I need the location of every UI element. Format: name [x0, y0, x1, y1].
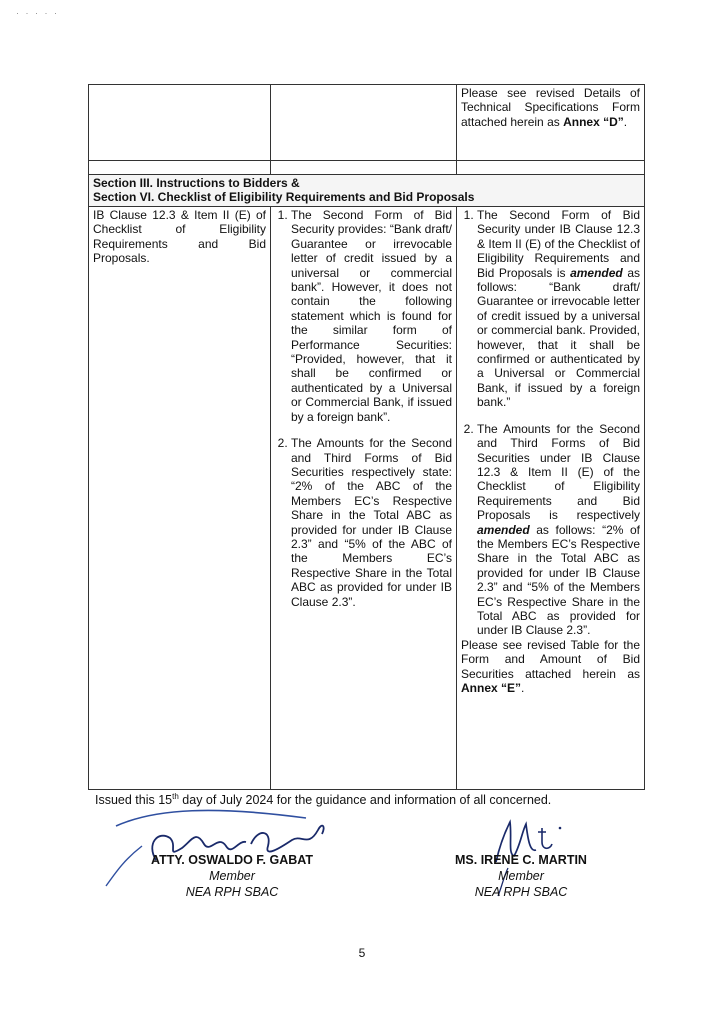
scan-marks: · · · · · [16, 8, 59, 18]
signatory-block: ATTY. OSWALDO F. GABAT Member NEA RPH SBAC [150, 853, 314, 899]
signatory-block: MS. IRENE C. MARTIN Member NEA RPH SBAC [455, 853, 587, 899]
section-heading-row [89, 175, 645, 207]
existing-provision-cell [271, 207, 457, 790]
section-heading: Section III. Instructions to Bidders & Section VI. Checklist of Eligibility Requirements and Bid Proposals [89, 175, 645, 207]
list-item: 1. The Second Form of Bid Security under IB Clause 12.3 & Item II (E) of the Checklist of Eligibility Requirements and Bid Proposals is amended as follows: “Bank draft/ Guarantee or irrevocable letter of credit issued by a universal or commercial bank. Provided, however, that it shall be confirmed or authenticated by a Universal or Commercial Bank, if issued by a foreign bank.” [477, 208, 640, 410]
table-row [89, 207, 645, 790]
annex-d-note: Please see revised Details of Technical Specifications Form attached herein as Annex “D”. [457, 85, 645, 161]
list-item: 1. The Second Form of Bid Security provides: “Bank draft/ Guarantee or irrevocable letter of credit issued by a universal or commercial bank”. However, it does not contain the following statement which is found for the similar form of Performance Securities: “Provided, however, that it shall be confirmed or authenticated by a Universal or Commercial Bank, if issued by a foreign bank”. [291, 208, 452, 424]
issuance-statement: Issued this 15th day of July 2024 for the guidance and information of all concerned. [95, 792, 552, 808]
page-number: 5 [358, 946, 366, 960]
amendment-cell [457, 207, 645, 790]
reference-cell: IB Clause 12.3 & Item II (E) of Checklist of Eligibility Requirements and Bid Proposals. [89, 207, 271, 790]
table-cell-empty [89, 85, 271, 161]
list-item: 2. The Amounts for the Second and Third Forms of Bid Securities respectively state: “2% of the ABC of the Members EC’s Respective Share in the Total ABC as provided for under IB Clause 2.3” and “5% of the ABC of the Members EC’s Respective Share in the Total ABC as provided for under IB Clause 2.3”. [291, 436, 452, 609]
annex-e-note: Please see revised Table for the Form and Amount of Bid Securities attached herein as Annex “E”. [461, 637, 640, 695]
table-row [89, 85, 645, 161]
table-row [89, 161, 645, 175]
table-cell-empty [271, 85, 457, 161]
bid-bulletin-table [88, 84, 645, 790]
list-item: 2. The Amounts for the Second and Third Forms of Bid Securities under IB Clause 12.3 & Item II (E) of the Checklist of Eligibility Requirements and Bid Proposals is respectively amended as follows: “2% of the Members EC’s Respective Share in the Total ABC as provided for under IB Clause 2.3” and “5% of the Members EC’s Respective Share in the Total ABC as provided for under IB Clause 2.3”. [477, 422, 640, 638]
